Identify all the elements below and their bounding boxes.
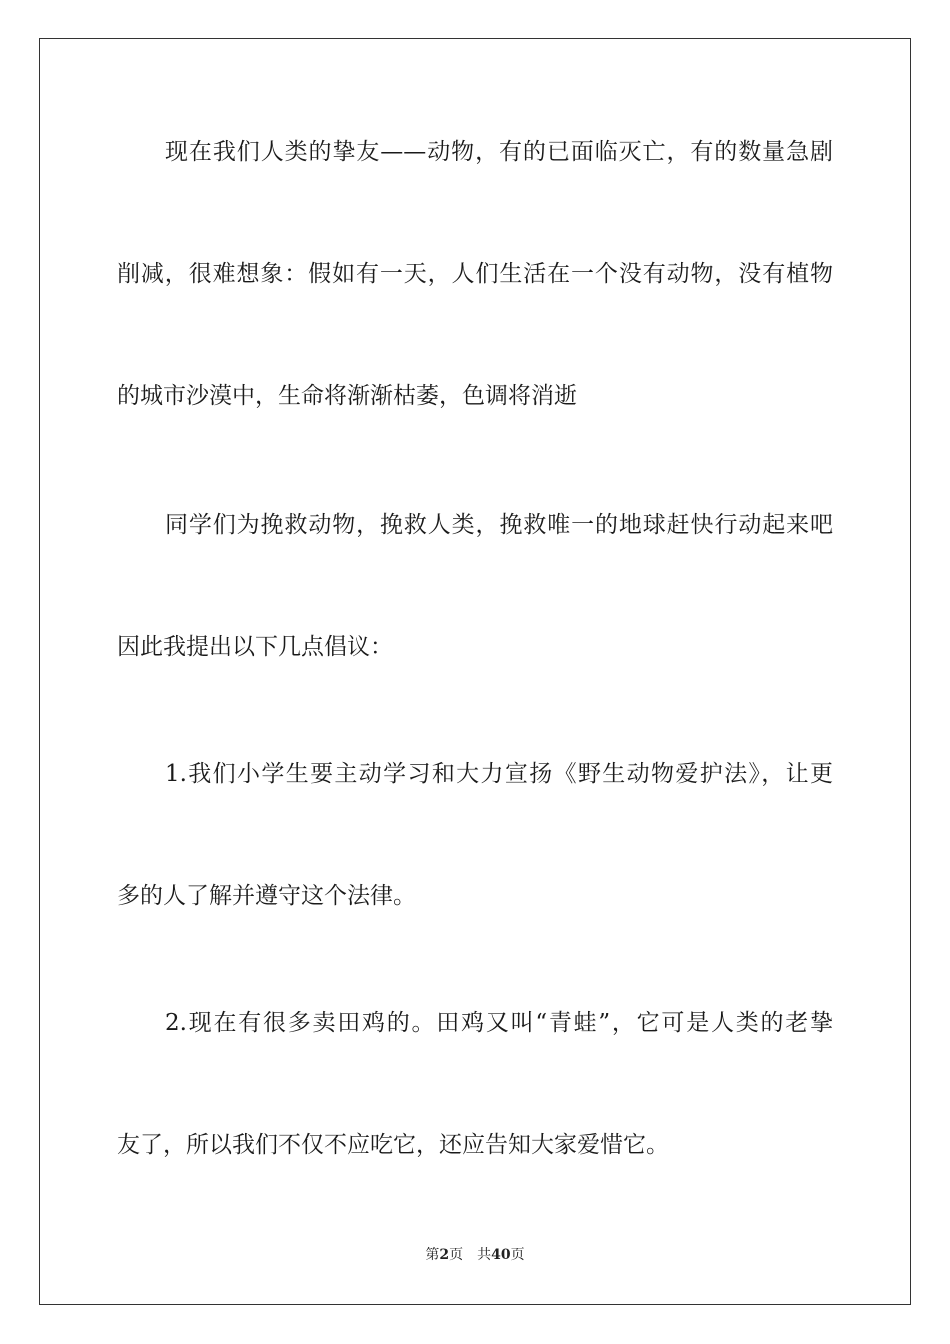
paragraph-1-line-2: 削减，很难想象：假如有一天，人们生活在一个没有动物，没有植物	[117, 261, 833, 287]
paragraph-2-line-2: 因此我提出以下几点倡议：	[117, 634, 393, 660]
footer-total-prefix: 共	[477, 1247, 492, 1263]
paragraph-1-line-3: 的城市沙漠中，生命将渐渐枯萎，色调将消逝	[117, 383, 577, 409]
footer-total-pages: 40	[491, 1247, 511, 1263]
paragraph-3-line-1: 1.我们小学生要主动学习和大力宣扬《野生动物爱护法》，让更	[165, 761, 833, 787]
paragraph-1-line-1: 现在我们人类的挚友——动物，有的已面临灭亡，有的数量急剧	[165, 139, 833, 165]
footer-total-suffix: 页	[510, 1247, 525, 1263]
paragraph-4-line-2: 友了，所以我们不仅不应吃它，还应告知大家爱惜它。	[117, 1132, 669, 1158]
footer-page-suffix: 页	[449, 1247, 464, 1263]
paragraph-3-line-2: 多的人了解并遵守这个法律。	[117, 883, 416, 909]
paragraph-2-line-1: 同学们为挽救动物，挽救人类，挽救唯一的地球赶快行动起来吧	[165, 512, 833, 538]
footer-page-number: 2	[439, 1247, 450, 1263]
page-footer	[0, 1245, 950, 1265]
footer-page-prefix: 第	[425, 1247, 440, 1263]
page-border	[39, 38, 911, 1305]
paragraph-4-line-1: 2.现在有很多卖田鸡的。田鸡又叫“青蛙”，它可是人类的老挚	[165, 1010, 833, 1036]
